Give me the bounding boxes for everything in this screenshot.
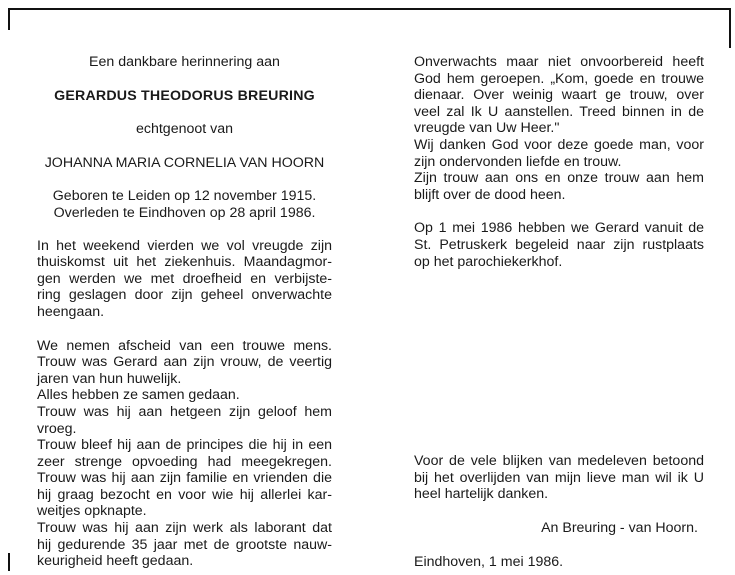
text-line: ring geslagen door zijn geheel onverwachte [37,287,332,304]
born-text: Geboren te Leiden op 12 november 1915. [52,188,317,205]
text-line: hij graag bezocht en voor wie hij allerlei kar- [37,486,332,503]
text-line: keurigheid heeft gedaan. [37,553,194,570]
place-date: Eindhoven, 1 mei 1986. [414,553,564,570]
text-line: zeer strenge opvoeding had meegekregen. [37,453,332,470]
text-line: Wij danken God voor deze goede man, voor [414,136,704,153]
text-line: God hem geroepen. „Kom, goede en trouwe [414,70,704,87]
text-line: St. Petruskerk begeleid naar zijn rustplaats [414,236,704,253]
text-line: In het weekend vierden we vol vreugde zijn [37,237,332,254]
spouse-name: JOHANNA MARIA CORNELIA VAN HOORN [44,154,325,171]
text-line: Op 1 mei 1986 hebben we Gerard vanuit de [414,220,704,237]
text-line: veel zal Ik U aanstellen. Treed binnen in de [414,103,704,120]
text-line: Trouw was hij aan hetgeen zijn geloof hem [37,403,332,420]
text-line: Trouw was hij aan zijn werk als laborant dat [37,520,332,537]
text-line: blijft over de dood heen. [414,186,566,203]
right-paragraph-3 [414,453,704,503]
text-line: Alles hebben ze samen gedaan. [37,387,240,404]
text-line: vreugde van Uw Heer." [414,120,560,137]
left-paragraph-1 [37,238,332,321]
scan-edge-bottom [8,553,10,571]
text-line: bij het overlijden van mijn lieve man wil ik U [414,469,704,486]
text-line: Trouw was Gerard aan zijn vrouw, de veertig [37,354,332,371]
text-line: thuiskomst uit het ziekenhuis. Maandagmor- [37,254,332,271]
text-line: gen werden we met droefheid en verbijste- [37,270,332,287]
text-line: Trouw bleef hij aan de principes die hij in een [37,437,332,454]
text-line: Trouw was hij aan zijn familie en vrienden die [37,470,332,487]
text-line: dienaar. Over weinig waart ge trouw, over [414,87,704,104]
text-line: Voor de vele blijken van medeleven betoond [414,453,704,470]
right-paragraph-1 [414,54,704,203]
relation-text: echtgenoot van [135,121,234,138]
text-line: heengaan. [37,303,105,320]
signature: An Breuring - van Hoorn. [541,519,698,536]
right-column [414,54,704,570]
text-line: We nemen afscheid van een trouwe mens. [37,337,332,354]
text-line: heel hartelijk danken. [414,486,549,503]
right-paragraph-2 [414,220,704,270]
text-line: Onverwachts maar niet onvoorbereid heeft [414,54,704,70]
text-line: op het parochiekerkhof. [414,253,563,270]
left-column [37,54,332,570]
scan-edge-top [8,8,730,10]
text-line: zijn ondervonden liefde en trouw. [414,153,622,170]
text-line: jaren van hun huwelijk. [37,370,182,387]
intro-text: Een dankbare herinnering aan [89,54,280,70]
text-line: Zijn trouw aan ons en onze trouw aan hem [414,170,704,187]
scan-edge-right [729,8,731,48]
text-line: hij gedurende 35 jaar met de grootste nauw- [37,536,332,553]
deceased-name: GERARDUS THEODORUS BREURING [54,87,315,104]
text-line: vroeg. [37,420,77,437]
died-text: Overleden te Eindhoven op 28 april 1986. [53,204,316,221]
text-line: weitjes opknapte. [37,503,147,520]
scan-edge-left [8,8,10,30]
left-paragraph-2 [37,338,332,570]
